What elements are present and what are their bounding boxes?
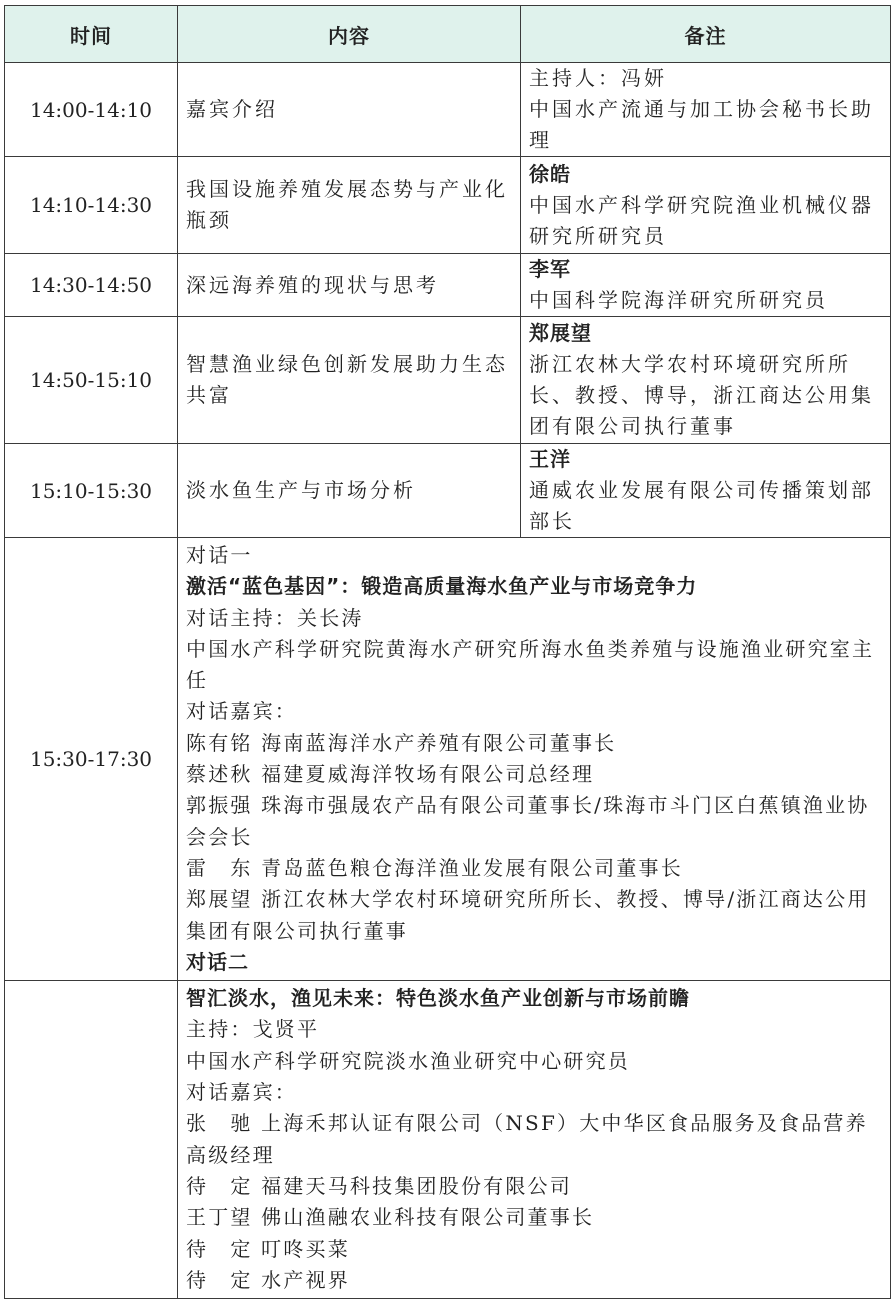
note-line: 中国科学院海洋研究所研究员 <box>529 288 828 312</box>
guest-item: 待 定 水产视界 <box>186 1267 350 1292</box>
schedule-table <box>4 5 891 1299</box>
speaker-name: 王洋 <box>529 447 571 471</box>
dialogue-label: 对话一 <box>186 543 253 567</box>
note-cell <box>521 444 891 538</box>
guest-item: 蔡述秋 福建夏威海洋牧场有限公司总经理 <box>186 762 595 787</box>
guest-item: 张 驰 上海禾邦认证有限公司（NSF）大中华区食品服务及食品营养高级经理 <box>186 1111 868 1167</box>
speaker-name: 李军 <box>529 257 571 281</box>
note-line: 通威农业发展有限公司传播策划部部长 <box>529 478 874 533</box>
guest-item: 郭振强 珠海市强晟农产品有限公司董事长/珠海市斗门区白蕉镇渔业协会会长 <box>186 793 870 849</box>
header-time: 时间 <box>5 6 178 63</box>
table-row <box>5 157 891 254</box>
guest-item: 陈有铭 海南蓝海洋水产养殖有限公司董事长 <box>186 730 617 755</box>
time-cell: 15:30-17:30 <box>5 538 178 981</box>
guest-item: 郑展望 浙江农林大学农村环境研究所所长、教授、博导/浙江商达公用集团有限公司执行董事 <box>186 887 870 943</box>
content-cell: 深远海养殖的现状与思考 <box>178 254 521 317</box>
guests-label: 对话嘉宾： <box>186 1080 297 1105</box>
dialogue-title: 智汇淡水，渔见未来：特色淡水鱼产业创新与市场前瞻 <box>186 986 690 1011</box>
time-cell: 15:10-15:30 <box>5 444 178 538</box>
time-cell <box>5 981 178 1299</box>
guest-item: 待 定 叮咚买菜 <box>186 1236 350 1261</box>
dialogue-title: 激活“蓝色基因”：锻造高质量海水鱼产业与市场竞争力 <box>186 574 698 599</box>
dialogue-two-cell <box>178 981 891 1299</box>
time-cell: 14:10-14:30 <box>5 157 178 254</box>
table-row <box>5 254 891 317</box>
table-row <box>5 444 891 538</box>
dialogue-host-org: 中国水产科学研究院淡水渔业研究中心研究员 <box>186 1048 630 1073</box>
guest-item: 雷 东 青岛蓝色粮仓海洋渔业发展有限公司董事长 <box>186 855 683 880</box>
dialogue-host-org: 中国水产科学研究院黄海水产研究所海水鱼类养殖与设施渔业研究室主任 <box>186 636 875 693</box>
header-note: 备注 <box>521 6 891 63</box>
table-row <box>5 63 891 157</box>
guest-item: 待 定 福建天马科技集团股份有限公司 <box>186 1173 572 1198</box>
time-cell: 14:00-14:10 <box>5 63 178 157</box>
header-content: 内容 <box>178 6 521 63</box>
dialogue-two-row <box>5 981 891 1299</box>
note-cell <box>521 157 891 254</box>
note-line: 主持人：冯妍 <box>529 66 667 90</box>
note-cell <box>521 317 891 444</box>
time-cell: 14:50-15:10 <box>5 317 178 444</box>
dialogue-one-row <box>5 538 891 981</box>
content-cell: 淡水鱼生产与市场分析 <box>178 444 521 538</box>
dialogue-next-label: 对话二 <box>186 949 249 974</box>
dialogue-host: 对话主持：关长涛 <box>186 605 364 630</box>
note-line: 浙江农林大学农村环境研究所所长、教授、博导，浙江商达公用集团有限公司执行董事 <box>529 352 874 438</box>
note-cell <box>521 63 891 157</box>
note-line: 中国水产流通与加工协会秘书长助理 <box>529 97 874 152</box>
header-row <box>5 6 891 63</box>
note-cell <box>521 254 891 317</box>
content-cell: 嘉宾介绍 <box>178 63 521 157</box>
guests-label: 对话嘉宾： <box>186 699 297 724</box>
speaker-name: 徐皓 <box>529 161 571 186</box>
guest-item: 王丁望 佛山渔融农业科技有限公司董事长 <box>186 1205 595 1230</box>
dialogue-host: 主持：戈贤平 <box>186 1017 320 1042</box>
content-cell: 智慧渔业绿色创新发展助力生态共富 <box>178 317 521 444</box>
content-cell: 我国设施养殖发展态势与产业化瓶颈 <box>178 157 521 254</box>
dialogue-one-cell <box>178 538 891 981</box>
table-row <box>5 317 891 444</box>
speaker-name: 郑展望 <box>529 321 592 345</box>
note-line: 中国水产科学研究院渔业机械仪器研究所研究员 <box>529 192 874 248</box>
time-cell: 14:30-14:50 <box>5 254 178 317</box>
